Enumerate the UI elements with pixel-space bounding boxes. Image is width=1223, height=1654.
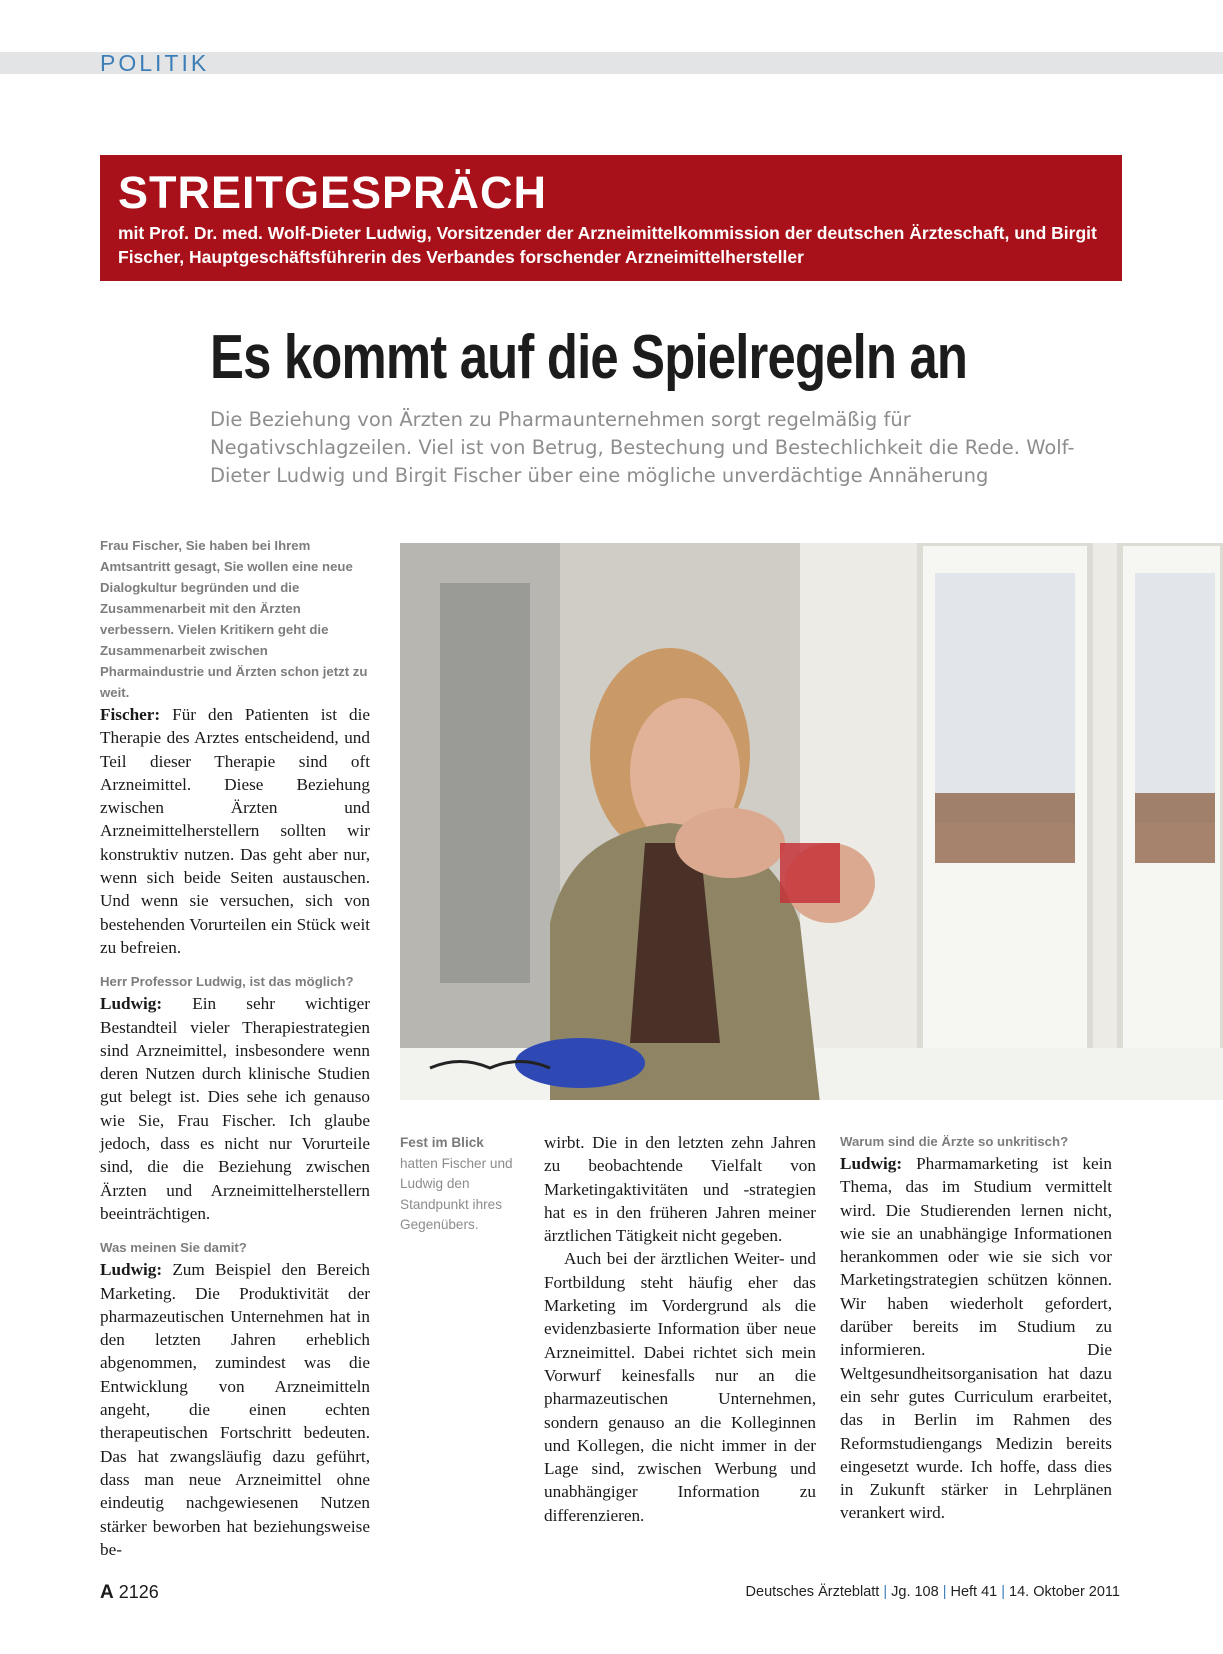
interview-answer [840, 1152, 1112, 1525]
interview-question: Herr Professor Ludwig, ist das möglich? [100, 974, 354, 990]
interview-answer [100, 992, 370, 1225]
speaker-label: Fischer: [100, 705, 161, 724]
text-column-2 [544, 1131, 816, 1527]
journal-volume: Jg. 108 [891, 1584, 939, 1600]
journal-info: Deutsches Ärzteblatt | Jg. 108 | Heft 41 | 14. Oktober 2011 [745, 1584, 1120, 1600]
paragraph: Auch bei der ärztlichen Weiter- und Fortbildung steht häufig eher das Marketing im Vordergrund als die evidenzbasierte Information über neue Arzneimittel. Dabei richtet sich mein Vorwurf keinesfalls nur an die pharmazeutischen Unternehmen, sondern genauso an die Kolleginnen und Kollegen, die nicht immer in der Lage sind, zwischen Werbung und unabhängiger Information zu differenzieren. [544, 1249, 816, 1525]
interview-answer [100, 703, 370, 959]
speaker-label: Ludwig: [100, 1260, 163, 1280]
interview-question: Frau Fischer, Sie haben bei Ihrem Amtsantritt gesagt, Sie wollen eine neue Dialogkultur begründen und die Zusammenarbeit mit den Ärzten verbessern. Vielen Kritikern geht die Zusammenarbeit zwischen Pharmaindustrie und Ärzten schon jetzt zu weit. [100, 538, 368, 700]
interview-banner [100, 155, 1122, 281]
speaker-label: Ludwig: [840, 1154, 903, 1173]
banner-subtitle: mit Prof. Dr. med. Wolf-Dieter Ludwig, Vorsitzender der Arzneimittelkommission der deutschen Ärzteschaft, und Birgit Fischer, Hauptgeschäftsführerin des Verbandes forschender Arzneimittelhersteller [118, 223, 1097, 267]
answer-text: Zum Beispiel den Bereich Marketing. Die Produktivität der pharmazeutischen Unternehmen hat in den letzten Jahren erheblich abgenommen, zumindest was die Entwicklung von Arzneimitteln angeht, die einen echten therapeutischen Fortschritt bedeuten. Das hat zwangsläufig dazu geführt, dass man neue Arzneimittel ohne eindeutig nachgewiesenen Nutzen stärker beworben hat beziehungsweise be- [100, 1260, 370, 1559]
page-number [100, 1582, 159, 1604]
article-lead: Die Beziehung von Ärzten zu Pharmaunternehmen sorgt regelmäßig für Negativschlagzeilen. Viel ist von Betrug, Bestechung und Bestechlichkeit die Rede. Wolf-Dieter Ludwig und Birgit Fischer über eine mögliche unverdächtige Annäherung [210, 408, 1075, 487]
paragraph: wirbt. Die in den letzten zehn Jahren zu beobachtende Vielfalt von Marketingaktivitäten und -strategien hat es in den früheren Jahren meiner ärztlichen Tätigkeit nicht gegeben. [544, 1133, 816, 1246]
section-label: POLITIK [100, 50, 210, 76]
journal-name: Deutsches Ärzteblatt [745, 1584, 880, 1600]
answer-text: Pharmamarketing ist kein Thema, das im Studium vermittelt wird. Die Studierenden lernen nicht, wie sie an unabhängige Informationen herankommen oder wie sie sich vor Marketingstrategien schützen können. Wir haben wiederholt gefordert, darüber bereits im Studium zu informieren. Die Weltgesundheitsorganisation hat dazu ein sehr gutes Curriculum erarbeitet, das in Berlin im Rahmen des Reformstudiengangs Medizin bereits eingesetzt wurde. Ich hoffe, dass dies in Zukunft stärker in Lehrplänen verankert wird. [840, 1154, 1113, 1523]
speaker-label: Ludwig: [100, 994, 163, 1014]
journal-date: 14. Oktober 2011 [1009, 1584, 1120, 1600]
answer-text: Für den Patienten ist die Therapie des Arztes entscheidend, und Teil dieser Therapie sind oft Arzneimittel. Diese Beziehung zwischen Ärzten und Arzneimittelherstellern sollten wir konstruktiv nutzen. Das geht aber nur, wenn sich beide Seiten austauschen. Und wenn sie versuchen, sich von bestehenden Vorurteilen ein Stück weit zu befreien. [100, 705, 371, 957]
text-column-3 [840, 1131, 1112, 1525]
page-number-value: 2126 [118, 1582, 159, 1602]
text-column-1 [100, 535, 370, 1561]
article-headline: Es kommt auf die Spielregeln an [210, 323, 968, 392]
journal-issue: Heft 41 [950, 1584, 998, 1600]
interview-answer [100, 1258, 370, 1561]
page-prefix: A [100, 1582, 114, 1603]
caption-heading: Fest im Blick [400, 1135, 484, 1150]
banner-title: STREITGESPRÄCH [118, 167, 548, 218]
caption-text: hatten Fischer und Ludwig den Standpunkt ihres Gegenübers. [400, 1155, 513, 1232]
answer-text: Ein sehr wichtiger Bestandteil vieler Therapiestrategien sind Arzneimittel, insbesondere wenn deren Nutzen durch klinische Studien gut belegt ist. Dies sehe ich genauso wie Sie, Frau Fischer. Ich glaube jedoch, dass es nicht nur Vorurteile sind, die die Beziehung zwischen Ärzten und Arzneimittelherstellern beeinträchtigen. [100, 994, 370, 1223]
interview-question: Was meinen Sie damit? [100, 1240, 247, 1256]
interview-photo [400, 543, 1223, 1100]
interview-question: Warum sind die Ärzte so unkritisch? [840, 1134, 1069, 1149]
photo-caption [400, 1133, 525, 1236]
